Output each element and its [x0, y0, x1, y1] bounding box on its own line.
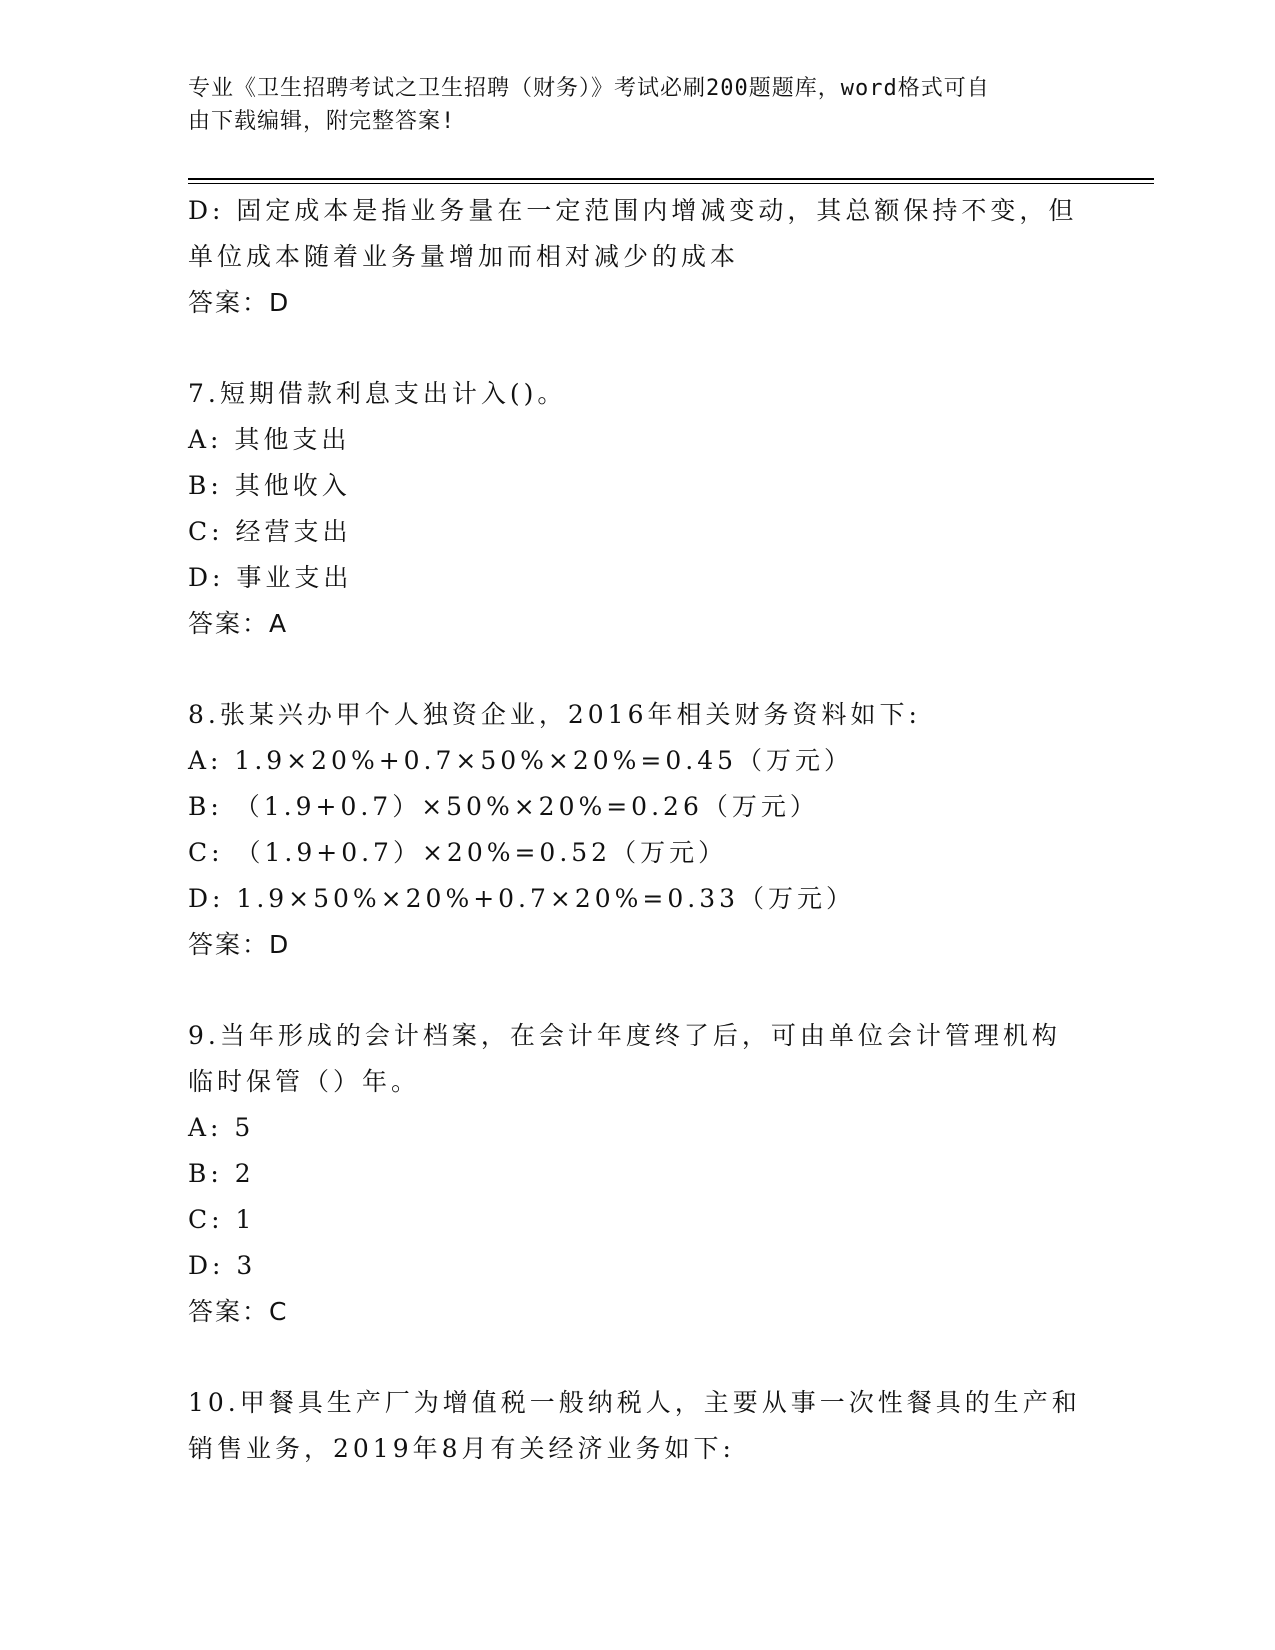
question-text: 7.短期借款利息支出计入()。	[188, 379, 567, 408]
question-8	[188, 692, 1088, 968]
question-10	[188, 1380, 1088, 1472]
header-line: 由下载编辑，附完整答案!	[188, 109, 456, 134]
option-b: B: 其他收入	[188, 471, 351, 500]
question-text: 10.甲餐具生产厂为增值税一般纳税人，主要从事一次性餐具的生产和	[188, 1388, 1081, 1417]
option-c: C: 经营支出	[188, 517, 352, 546]
option-d: D: 事业支出	[188, 563, 353, 592]
carryover-block	[188, 188, 1088, 326]
option-d: D: 3	[188, 1251, 257, 1280]
answer: 答案：A	[188, 609, 289, 638]
question-9	[188, 1013, 1088, 1335]
option-b: B: （1.9+0.7）×50%×20%=0.26（万元）	[188, 792, 819, 821]
question-7	[188, 371, 1088, 647]
question-text: 9.当年形成的会计档案，在会计年度终了后，可由单位会计管理机构	[188, 1021, 1061, 1050]
answer: 答案：D	[188, 930, 291, 959]
option-d: D: 1.9×50%×20%+0.7×20%=0.33（万元）	[188, 884, 856, 913]
option-c: C: （1.9+0.7）×20%=0.52（万元）	[188, 838, 728, 867]
answer: 答案：C	[188, 1297, 289, 1326]
question-text-continued: 销售业务，2019年8月有关经济业务如下:	[188, 1434, 735, 1463]
document-header	[188, 72, 1088, 138]
question-text: 8.张某兴办甲个人独资企业，2016年相关财务资料如下:	[188, 700, 921, 729]
option-b: B: 2	[188, 1159, 255, 1188]
question-text-continued: 临时保管（）年。	[188, 1067, 421, 1096]
option-c: C: 1	[188, 1205, 256, 1234]
header-rule-thin	[188, 183, 1154, 184]
option-d: D: 固定成本是指业务量在一定范围内增减变动，其总额保持不变，但	[188, 196, 1078, 225]
document-body	[188, 188, 1088, 1472]
header-line: 专业《卫生招聘考试之卫生招聘（财务）》考试必刷200题题库，word格式可自	[188, 76, 990, 101]
option-d-continued: 单位成本随着业务量增加而相对减少的成本	[188, 242, 740, 271]
option-a: A: 1.9×20%+0.7×50%×20%=0.45（万元）	[188, 746, 854, 775]
option-a: A: 5	[188, 1113, 255, 1142]
header-rule-thick	[188, 178, 1154, 180]
option-a: A: 其他支出	[188, 425, 351, 454]
answer: 答案：D	[188, 288, 291, 317]
